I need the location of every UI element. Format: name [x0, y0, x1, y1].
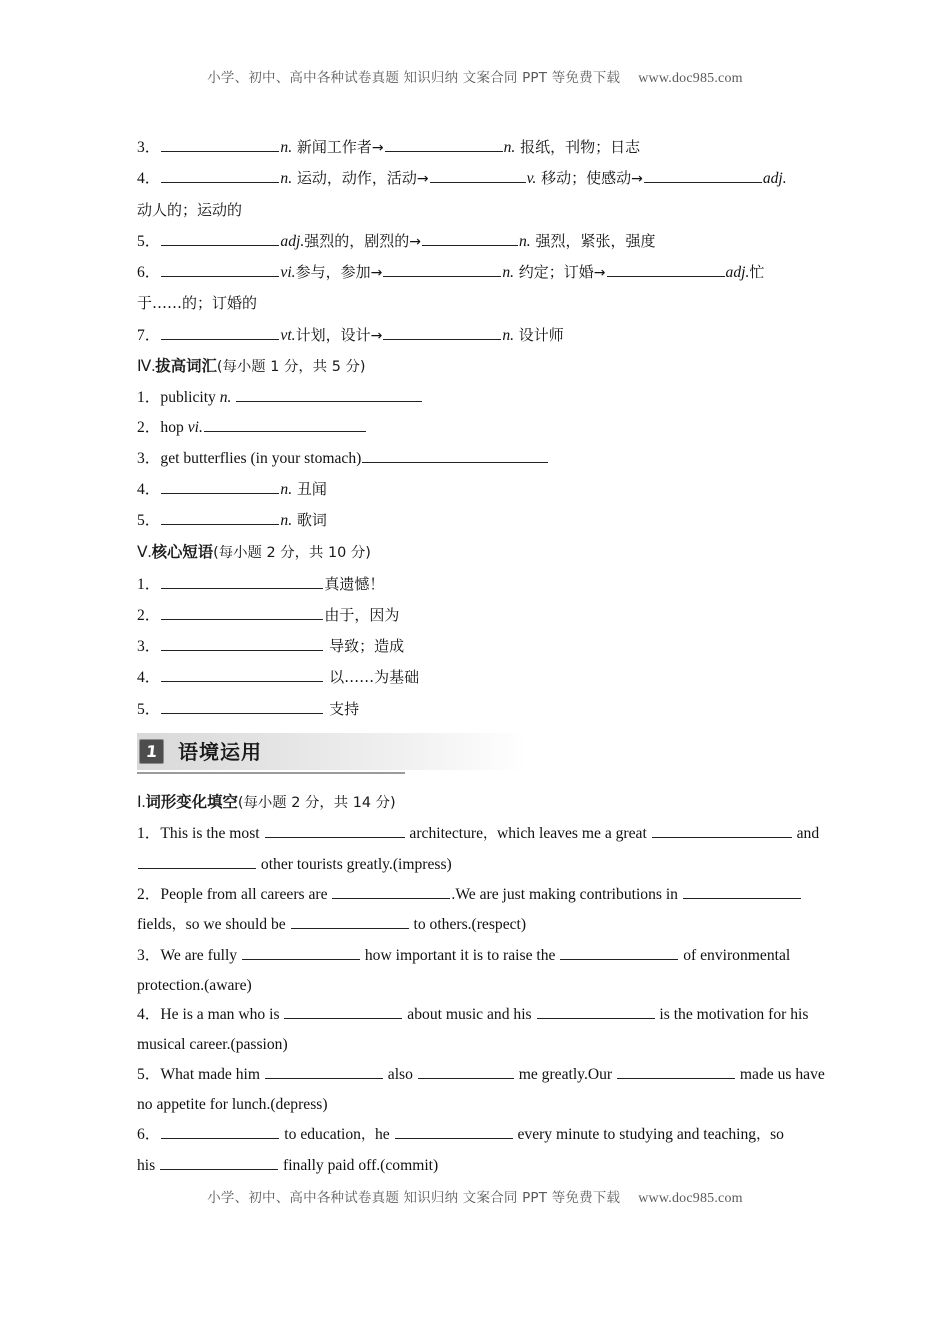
advanced-vocab-item [137, 505, 813, 536]
answer-blank[interactable] [383, 324, 501, 340]
section-score: (每小题 2 分，共 14 分) [237, 795, 396, 811]
answer-blank[interactable] [161, 635, 323, 651]
banner-title: 语境运用 [178, 740, 262, 764]
sentence-text: What made him [160, 1066, 264, 1084]
sentence-text: .We are just making contributions in [451, 885, 682, 903]
part-of-speech: adj. [725, 264, 750, 282]
section-title: 核心短语 [151, 542, 214, 561]
answer-blank[interactable] [362, 447, 548, 463]
header-watermark [0, 66, 950, 87]
section-v [137, 537, 813, 725]
answer-blank[interactable] [161, 478, 279, 494]
item-number: 6． [137, 264, 161, 282]
sentence-text: to others.(respect) [409, 915, 527, 933]
section-score: (每小题 1 分，共 5 分) [216, 359, 366, 376]
advanced-vocab-item [137, 444, 813, 474]
part-of-speech: adj. [280, 232, 305, 250]
section-title: 拔高词汇 [155, 357, 217, 376]
section-heading-v [137, 537, 813, 569]
chinese-gloss: 以……为基础 [324, 668, 420, 687]
sentence-text: protection.(aware) [137, 976, 252, 994]
part-of-speech: vi. [280, 264, 296, 282]
advanced-vocab-item [137, 474, 813, 505]
part-of-speech: n. [503, 139, 516, 156]
watermark-text: 小学、初中、高中各种试卷真题 知识归纳 文案合同 PPT 等免费下载 [207, 1190, 621, 1206]
arrow-icon: → [371, 140, 384, 156]
answer-blank[interactable] [265, 1063, 383, 1079]
item-number: 3． [137, 449, 161, 467]
watermark-url: www.doc985.com [638, 1191, 743, 1206]
item-number: 7． [137, 326, 161, 344]
part-of-speech: n. [280, 170, 293, 188]
sentence-text [231, 389, 235, 406]
word-form-fill-item [137, 880, 813, 910]
word-formation-item-continued [137, 195, 813, 226]
sentence-text: publicity [160, 389, 220, 407]
answer-blank[interactable] [383, 261, 501, 277]
footer-watermark [0, 1186, 950, 1207]
section-heading-context-i [137, 787, 813, 819]
part-of-speech: v. [526, 170, 537, 188]
core-phrase-item [137, 569, 813, 600]
answer-blank[interactable] [161, 324, 279, 340]
word-form-fill-item-continued [137, 910, 813, 941]
arrow-icon: → [370, 265, 383, 282]
word-form-fill-item [137, 1000, 813, 1030]
answer-blank[interactable] [537, 1004, 655, 1020]
advanced-vocab-item [137, 413, 813, 443]
core-phrase-item [137, 631, 813, 662]
answer-blank[interactable] [560, 944, 678, 960]
item-number: 5． [137, 512, 161, 530]
sentence-text: People from all careers are [160, 885, 332, 903]
answer-blank[interactable] [430, 167, 526, 183]
sentence-text: musical career.(passion) [137, 1036, 288, 1054]
watermark-text: 小学、初中、高中各种试卷真题 知识归纳 文案合同 PPT 等免费下载 [207, 70, 621, 86]
chinese-gloss: 运动，动作，活动 [292, 169, 417, 188]
item-number: 1． [137, 825, 161, 842]
core-phrase-item [137, 600, 813, 631]
chinese-gloss: 新闻工作者 [292, 138, 372, 156]
item-number: 5． [137, 232, 161, 250]
section-banner-context [137, 733, 527, 777]
word-formation-item [137, 320, 813, 351]
banner-underline-rule [137, 772, 405, 774]
word-form-fill-item-continued [137, 1090, 813, 1120]
chinese-gloss: 于……的；订婚的 [137, 294, 258, 313]
sentence-text: which leaves me a great [497, 825, 651, 842]
sentence-text: hop [160, 419, 188, 437]
item-number: 5． [137, 700, 161, 718]
answer-blank[interactable] [161, 698, 323, 714]
word-formation-list [137, 132, 813, 351]
answer-blank[interactable] [160, 1154, 278, 1170]
part-of-speech: n. [502, 264, 515, 282]
section-iv [137, 351, 813, 536]
item-number: 4． [137, 669, 161, 687]
answer-blank[interactable] [644, 167, 762, 183]
answer-blank[interactable] [265, 822, 405, 838]
sentence-text: He is a man who is [160, 1006, 284, 1024]
chinese-gloss: 导致；造成 [324, 637, 405, 656]
section-roman-numeral: Ⅳ. [137, 358, 156, 376]
word-form-fill-item-continued [137, 850, 813, 880]
answer-blank[interactable] [284, 1004, 402, 1020]
item-number: 5． [137, 1066, 161, 1084]
arrow-icon: → [631, 171, 643, 188]
sentence-text: about music and his [403, 1006, 536, 1024]
answer-blank[interactable] [161, 1123, 279, 1139]
word-form-fill-item-continued [137, 971, 813, 1001]
section-context-i [137, 787, 825, 1181]
section-score: (每小题 2 分，共 10 分) [213, 544, 371, 561]
sentence-text: to education [280, 1126, 361, 1144]
word-formation-item [137, 163, 813, 194]
banner-badge-number: 1 [144, 741, 159, 761]
part-of-speech: vt. [280, 326, 296, 344]
chinese-gloss: 计划，设计 [295, 325, 371, 344]
chinese-gloss: 报纸，刊物；日志 [515, 138, 641, 156]
chinese-gloss: 设计师 [514, 325, 564, 344]
word-formation-item [137, 132, 813, 163]
fullwidth-comma: ， [483, 826, 497, 842]
answer-blank[interactable] [418, 1063, 514, 1079]
arrow-icon: → [593, 265, 606, 282]
sentence-text: fields [137, 915, 172, 933]
answer-blank[interactable] [204, 417, 366, 433]
word-formation-item [137, 257, 813, 288]
sentence-text: no appetite for lunch.(depress) [137, 1096, 328, 1114]
item-number: 4． [137, 1006, 161, 1024]
item-number: 1． [137, 389, 161, 407]
answer-blank[interactable] [607, 261, 725, 277]
fullwidth-comma: ， [171, 916, 186, 933]
sentence-text: other tourists greatly.(impress) [257, 855, 452, 873]
chinese-gloss: 歌词 [292, 511, 327, 530]
answer-blank[interactable] [161, 136, 279, 152]
word-formation-item [137, 226, 813, 257]
answer-blank[interactable] [161, 230, 279, 246]
answer-blank[interactable] [236, 386, 422, 402]
word-form-fill-item-continued [137, 1151, 813, 1181]
sentence-text: every minute to studying and teaching [513, 1126, 757, 1144]
word-form-fill-item [137, 1120, 813, 1151]
sentence-text: get butterflies (in your stomach) [160, 449, 362, 467]
arrow-icon: → [370, 327, 383, 344]
part-of-speech: n. [280, 139, 293, 156]
part-of-speech: n. [219, 389, 232, 407]
answer-blank[interactable] [161, 573, 323, 589]
chinese-gloss: 真遗憾！ [324, 574, 385, 593]
arrow-icon: → [416, 171, 429, 188]
chinese-gloss: 约定；订婚 [514, 263, 594, 282]
item-number: 3． [137, 946, 161, 964]
word-form-fill-item [137, 1060, 825, 1090]
sentence-text: finally paid off.(commit) [279, 1156, 439, 1174]
answer-blank[interactable] [161, 667, 323, 683]
item-number: 6． [137, 1126, 161, 1144]
section-roman-numeral: Ⅴ. [137, 543, 152, 561]
item-number: 3． [137, 139, 161, 156]
part-of-speech: n. [518, 232, 531, 250]
sentence-text: is the motivation for his [655, 1006, 809, 1024]
sentence-text: so we should be [185, 915, 290, 933]
chinese-gloss: 移动；使感动 [536, 169, 632, 188]
fullwidth-comma: ， [756, 1127, 771, 1144]
answer-blank[interactable] [395, 1123, 513, 1139]
chinese-gloss: 支持 [324, 699, 360, 718]
answer-blank[interactable] [617, 1063, 735, 1079]
answer-blank[interactable] [161, 167, 279, 183]
advanced-vocab-item [137, 383, 813, 413]
chinese-gloss: 动人的；运动的 [137, 200, 243, 219]
item-number: 1． [137, 575, 161, 593]
section-heading-iv [137, 351, 813, 383]
sentence-text: me greatly.Our [514, 1066, 617, 1084]
item-number: 2． [137, 606, 161, 624]
answer-blank[interactable] [161, 509, 279, 525]
answer-blank[interactable] [652, 822, 792, 838]
watermark-url: www.doc985.com [638, 71, 743, 86]
section-title: 词形变化填空 [145, 793, 238, 811]
answer-blank[interactable] [161, 261, 279, 277]
part-of-speech: vi. [187, 419, 203, 437]
answer-blank[interactable] [242, 944, 360, 960]
part-of-speech: n. [280, 480, 293, 498]
chinese-gloss: 强烈的，剧烈的 [304, 231, 410, 250]
part-of-speech: n. [280, 512, 293, 530]
sentence-text: made us have [736, 1066, 825, 1084]
section-roman-numeral: Ⅰ. [137, 794, 146, 811]
answer-blank[interactable] [422, 230, 518, 246]
sentence-text: of environmental [679, 946, 791, 964]
sentence-text: This is the most [160, 825, 264, 842]
chinese-gloss: 忙 [749, 263, 765, 282]
fullwidth-comma: ， [360, 1127, 375, 1144]
answer-blank[interactable] [161, 604, 323, 620]
answer-blank[interactable] [332, 883, 450, 899]
word-form-fill-item-continued [137, 1030, 813, 1060]
item-number: 4． [137, 480, 161, 498]
item-number: 3． [137, 638, 161, 656]
sentence-text: he [374, 1126, 394, 1144]
banner-number-badge [139, 739, 164, 764]
chinese-gloss: 丑闻 [292, 479, 327, 498]
word-form-fill-item [137, 819, 820, 850]
part-of-speech: adj. [762, 170, 787, 188]
chinese-gloss: 参与，参加 [295, 263, 371, 282]
sentence-text: his [137, 1156, 160, 1174]
sentence-text: and [792, 825, 820, 842]
chinese-gloss: 由于，因为 [324, 605, 400, 624]
answer-blank[interactable] [138, 853, 256, 869]
item-number: 2． [137, 419, 161, 437]
answer-blank[interactable] [683, 883, 801, 899]
sentence-text: architecture [405, 825, 483, 842]
word-formation-item-continued [137, 288, 813, 319]
core-phrase-item [137, 694, 813, 725]
content-block-top [137, 132, 813, 725]
arrow-icon: → [409, 233, 421, 250]
word-form-fill-item [137, 941, 813, 971]
sentence-text: We are fully [160, 946, 241, 964]
item-number: 2． [137, 885, 161, 903]
sentence-text: how important it is to raise the [360, 946, 560, 964]
chinese-gloss: 强烈，紧张，强度 [530, 231, 656, 250]
answer-blank[interactable] [385, 136, 503, 152]
content-block-context [137, 787, 825, 1181]
sentence-text: so [770, 1126, 784, 1144]
core-phrase-item [137, 662, 813, 693]
answer-blank[interactable] [291, 913, 409, 929]
sentence-text: also [383, 1066, 417, 1084]
part-of-speech: n. [502, 326, 515, 344]
item-number: 4． [137, 170, 161, 188]
